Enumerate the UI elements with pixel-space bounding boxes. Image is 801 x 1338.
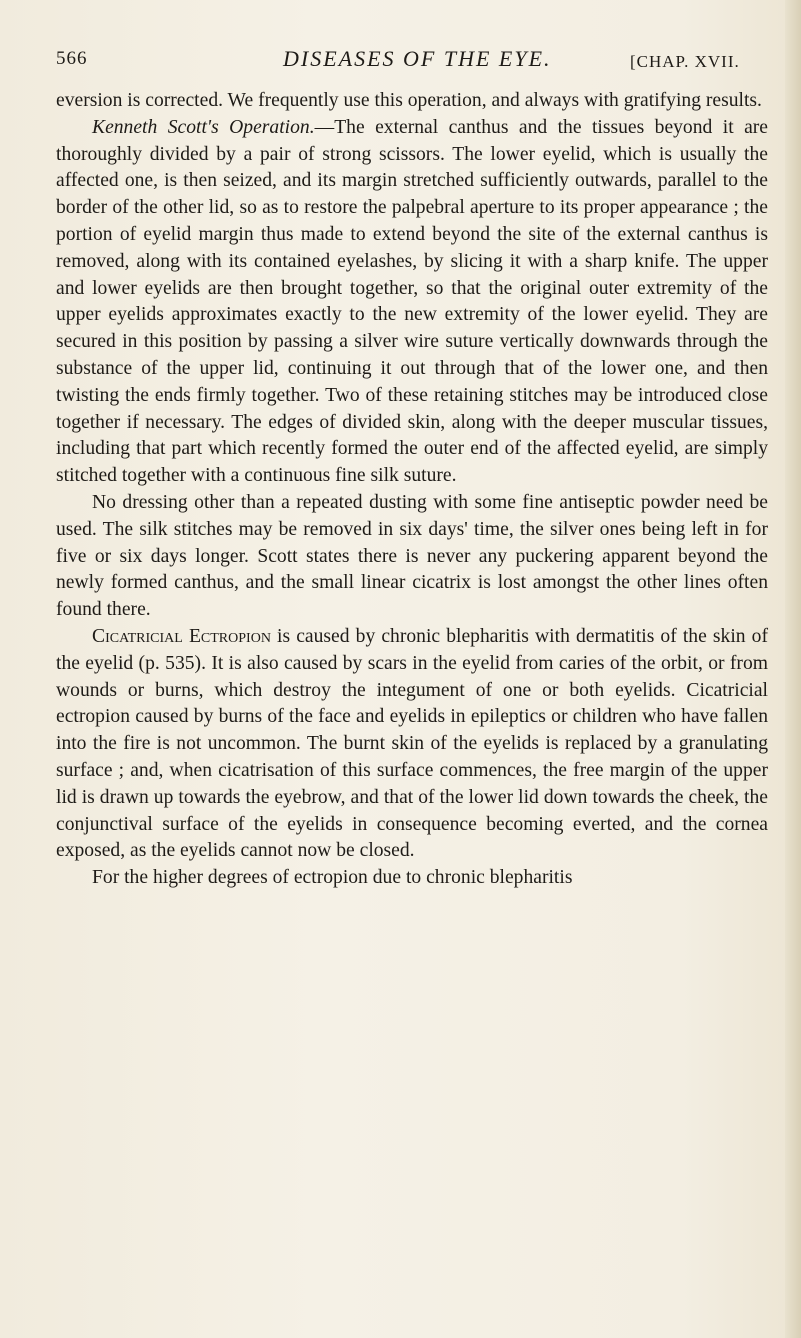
paragraph-dressing [56, 490, 768, 624]
paragraph-heading: Kenneth Scott's Operation. [92, 116, 315, 138]
paragraph-cicatricial-ectropion [56, 624, 768, 865]
page-edge [785, 0, 801, 1338]
paragraph-text: is caused by chronic blepharitis with dermatitis of the skin of the eyelid (p. 535). It is also caused by scars in the eyelid from caries of the orbit, or from wounds or burns, which destroy the integument of one or both eyelids. Cicatricial ectropion caused by burns of the face and eyelids in epileptics or children who have fallen into the fire is not uncommon. The burnt skin of the eyelids is replaced by a granulating surface ; and, when cicatrisation of this surface commences, the free margin of the upper lid is drawn up towards the eyebrow, and that of the lower lid down towards the cheek, the conjunctival surface of the eyelids in consequence becoming everted, and the cornea exposed, as the eyelids cannot now be closed. [56, 625, 769, 862]
page-number: 566 [56, 48, 88, 69]
running-title: DISEASES OF THE EYE. [283, 46, 552, 71]
paragraph-higher-degrees [56, 865, 768, 892]
running-header [0, 48, 801, 78]
paragraph-text: For the higher degrees of ectropion due to chronic blepharitis [92, 867, 573, 889]
page-body [56, 88, 768, 892]
paragraph-text: eversion is corrected. We frequently use this operation, and always with gratifying results. [56, 90, 762, 111]
paragraph-heading: Cicatricial Ectropion [92, 625, 271, 647]
paragraph-text: No dressing other than a repeated dusting with some fine antiseptic powder need be used. The silk stitches may be removed in six days' time, the silver ones being left in for five or six days longer. Scott states there is never any puckering apparent beyond the newly formed canthus, and the small linear cicatrix is lost amongst the other lines often found there. [56, 491, 768, 621]
chapter-label: [CHAP. XVII. [630, 52, 740, 71]
paragraph-text: —The external canthus and the tissues beyond it are thoroughly divided by a pair of strong scissors. The lower eyelid, which is usually the affected one, is then seized, and its margin stretched sufficiently outwards, parallel to the border of the other lid, so as to restore the palpebral aperture to its proper appearance ; the portion of eyelid margin thus made to extend beyond the site of the external canthus is removed, along with its contained eyelashes, by slicing it with a sharp knife. The upper and lower eyelids are then brought together, so that the original outer extremity of the upper eyelids approximates exactly to the new extremity of the lower eyelid. They are secured in this position by passing a silver wire suture vertically downwards through the substance of the upper lid, continuing it out through that of the lower one, and then twisting the ends firmly together. Two of these retaining stitches may be introduced close together if necessary. The edges of divided skin, along with the deeper muscular tissues, including that part which recently formed the outer end of the affected eyelid, are simply stitched together with a continuous fine silk suture. [56, 116, 768, 487]
paragraph-scott-operation [56, 115, 768, 490]
paragraph-continuation [56, 88, 768, 115]
